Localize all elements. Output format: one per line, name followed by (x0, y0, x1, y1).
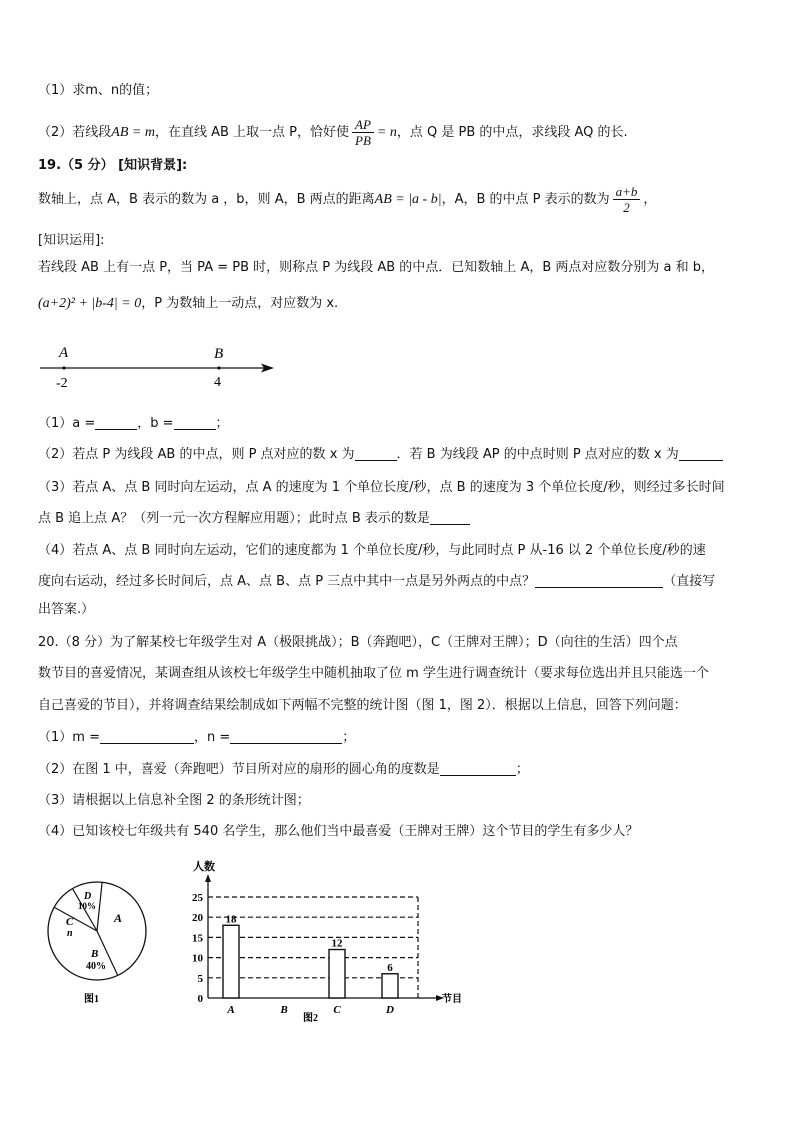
q18-part1: （1）求m、n的值； (38, 83, 159, 98)
bar-D (382, 974, 398, 998)
bar-chart-figure-2 (170, 852, 480, 1027)
pie-value-b: 40% (86, 961, 106, 972)
y-tick-label-10: 10 (192, 952, 203, 965)
pie-value-d: 10% (78, 901, 96, 911)
x-category-C: C (333, 1004, 341, 1016)
pie-label-d: D (84, 891, 92, 902)
y-tick-label-15: 15 (192, 932, 203, 945)
x-category-D: D (386, 1004, 394, 1016)
y-tick-label-0: 0 (197, 993, 203, 1005)
q19-background (38, 183, 758, 217)
answer-blank-a[interactable] (95, 415, 137, 430)
y-tick-label-5: 5 (197, 972, 203, 985)
q20-intro-line3: 自己喜爱的节目），并将调查结果绘制成如下两幅不完整的统计图（图 1，图 2）．根据以上信息，回答下列问题： (38, 698, 687, 713)
point-b-value: 4 (214, 375, 221, 390)
q19-sub1-a: （1）a = (38, 416, 96, 431)
point-a-dot (62, 366, 65, 369)
point-b-dot (217, 366, 220, 369)
q19-midpoint-fraction (613, 184, 641, 215)
y-tick-label-20: 20 (192, 912, 203, 925)
q20-intro-line1: 20.（8 分）为了解某校七年级学生对 A（极限挑战）；B（奔跑吧），C（王牌对王牌）；D（向往的生活）四个点 (38, 635, 678, 650)
q19-sub4-line1: （4）若点 A、点 B 同时向左运动，它们的速度都为 1 个单位长度/秒，与此同时点 P 从-16 以 2 个单位长度/秒的速 (38, 543, 706, 558)
bar-chart-ticks (192, 892, 204, 1005)
q19-sub4-line2 (38, 572, 758, 592)
q19-sub3-line2 (38, 509, 758, 529)
q18-fraction-den: PB (355, 133, 371, 148)
q18-fraction-num: AP (352, 117, 374, 133)
q19-fraction-num: a+b (613, 184, 641, 200)
q20-sub2-b: ； (515, 762, 529, 777)
x-axis-title: 节目 (442, 994, 462, 1005)
pie-chart-figure-1 (40, 870, 170, 1030)
point-a-label: A (59, 345, 69, 361)
point-a-value: -2 (56, 376, 68, 391)
q18-part2-math-ab: AB = m (111, 125, 155, 140)
y-tick-label-25: 25 (192, 892, 203, 904)
answer-blank-b[interactable] (174, 415, 216, 430)
bar-C (329, 950, 345, 998)
pie-label-c: C (66, 916, 74, 928)
bar-value-D: 6 (387, 961, 393, 974)
q19-header: 19.（5 分） [知识背景]: (38, 158, 188, 173)
q19-sub4-tail: （直接写 (663, 574, 716, 589)
bar-chart-bars (223, 913, 398, 998)
q18-fraction (352, 117, 374, 148)
q20-intro-line2: 数节目的喜爱情况，某调查组从该校七年级学生中随机抽取了位 m 学生进行调查统计（要求每位选出并且只能选一个 (38, 666, 709, 681)
q19-apply-header: [知识运用]: (38, 233, 105, 248)
answer-blank-p-value[interactable] (679, 446, 723, 461)
q18-part2-text-e: ，点 Q 是 PB 的中点，求线段 AQ 的长. (396, 125, 628, 140)
q19-apply-line2 (38, 294, 758, 314)
pie-value-c: n (67, 928, 73, 939)
answer-blank-n[interactable] (230, 729, 342, 744)
q18-part2 (38, 116, 758, 150)
q19-sub4-line3: 出答案.） (38, 602, 95, 617)
q20-sub1-a: （1）m = (38, 730, 100, 745)
point-b-label: B (214, 346, 224, 362)
q19-sub2-b: ．若 B 为线段 AP 的中点时则 P 点对应的数 x 为 (396, 447, 679, 462)
q19-bg-math-distance: AB = |a - b| (374, 192, 442, 207)
x-category-A: A (227, 1004, 235, 1016)
q20-sub2 (38, 760, 758, 780)
q19-sub1-b: ，b = (137, 416, 174, 431)
bar-value-A: 18 (225, 913, 237, 926)
bar-A (223, 925, 239, 998)
x-category-B: B (280, 1004, 288, 1016)
q19-sub3-line1: （3）若点 A、点 B 同时向左运动，点 A 的速度为 1 个单位长度/秒，点 B 的速度为 3 个单位长度/秒，则经过多长时间 (38, 480, 725, 495)
figure-1-caption: 图1 (84, 994, 99, 1005)
q19-fraction-den: 2 (623, 200, 630, 215)
number-line-figure (38, 338, 288, 398)
pie-label-a: A (114, 911, 123, 925)
q19-sub2 (38, 445, 758, 465)
q20-sub1-c: ； (342, 730, 356, 745)
q19-sub4-text: 度向右运动，经过多长时间后，点 A、点 B、点 P 三点中其中一点是另外两点的中点？ (38, 574, 536, 589)
answer-blank-time[interactable] (535, 573, 663, 588)
y-axis-arrow (205, 874, 211, 882)
q20-sub1-b: ，n = (193, 730, 231, 745)
q18-part2-text-a: （2）若线段 (38, 125, 112, 140)
q19-bg-text-a: 数轴上，点 A，B 表示的数为 a ，b，则 A，B 两点的距离 (38, 192, 375, 207)
bar-value-C: 12 (331, 937, 343, 950)
q18-part2-text-c: ，在直线 AB 上取一点 P，恰好使 (154, 125, 350, 140)
q19-bg-text-d: ， (643, 192, 657, 207)
q19-bg-text-c: ，A，B 的中点 P 表示的数为 (441, 192, 610, 207)
q19-sub1-c: ； (215, 416, 229, 431)
q20-sub1 (38, 728, 758, 748)
q18-part2-math-n: = n (376, 125, 397, 140)
q19-condition-math: (a+2)² + |b-4| = 0 (38, 296, 142, 311)
q20-sub3: （3）请根据以上信息补全图 2 的条形统计图； (38, 793, 310, 808)
q19-condition-text: ，P 为数轴上一动点，对应数为 x. (141, 296, 339, 311)
y-axis-title: 人数 (193, 861, 215, 873)
answer-blank-midpoint[interactable] (355, 446, 397, 461)
answer-blank-b-position[interactable] (430, 510, 470, 525)
answer-blank-angle[interactable] (440, 761, 516, 776)
pie-label-b: B (91, 948, 99, 960)
q20-sub2-a: （2）在图 1 中，喜爱（奔跑吧）节目所对应的扇形的圆心角的度数是 (38, 762, 440, 777)
q19-sub2-a: （2）若点 P 为线段 AB 的中点，则 P 点对应的数 x 为 (38, 447, 355, 462)
q19-sub3-text: 点 B 追上点 A？（列一元一次方程解应用题）；此时点 B 表示的数是 (38, 511, 430, 526)
figure-2-caption: 图2 (303, 1013, 318, 1024)
q19-apply-line1: 若线段 AB 上有一点 P，当 PA = PB 时，则称点 P 为线段 AB 的中点．已知数轴上 A，B 两点对应数分别为 a 和 b， (38, 260, 715, 275)
bar-chart-grid (205, 874, 444, 1001)
q20-sub4: （4）已知该校七年级共有 540 名学生，那么他们当中最喜爱（王牌对王牌）这个节目的学生有多少人？ (38, 824, 639, 839)
q19-sub1 (38, 414, 758, 434)
answer-blank-m[interactable] (100, 729, 194, 744)
